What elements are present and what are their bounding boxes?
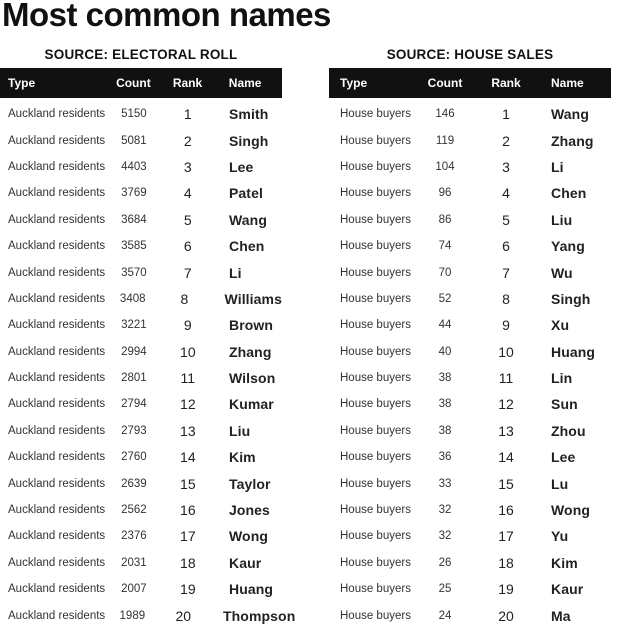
cell-type: House buyers — [340, 583, 411, 596]
cell-count: 38 — [438, 424, 452, 437]
cell-type: House buyers — [340, 530, 411, 543]
cell-count: 25 — [438, 583, 452, 596]
table-row — [0, 444, 282, 470]
cell-name: Kumar — [228, 396, 274, 413]
cell-count: 38 — [438, 372, 452, 385]
cell-type: House buyers — [340, 292, 411, 305]
cell-type: House buyers — [340, 372, 411, 385]
cell-count: 119 — [435, 134, 455, 147]
cell-rank: 15 — [498, 475, 514, 492]
cell-type: Auckland residents — [8, 292, 106, 305]
table-row — [0, 550, 282, 576]
cell-rank: 18 — [180, 554, 196, 571]
cell-rank: 5 — [183, 211, 192, 228]
cell-count: 36 — [438, 451, 452, 464]
cell-type: Auckland residents — [8, 266, 106, 279]
cell-rank: 12 — [180, 396, 196, 413]
table-row — [0, 154, 282, 180]
table-row — [329, 259, 611, 285]
table-row — [0, 391, 282, 417]
cell-name: Huang — [551, 343, 596, 360]
cell-rank: 2 — [183, 132, 192, 149]
header-name: Name — [228, 76, 262, 90]
cell-count: 74 — [438, 240, 452, 253]
cell-type: Auckland residents — [8, 609, 106, 622]
cell-count: 4403 — [121, 160, 147, 173]
cell-rank: 17 — [180, 528, 196, 545]
table-row — [0, 602, 296, 628]
cell-name: Singh — [551, 290, 591, 307]
cell-rank: 19 — [180, 581, 196, 598]
table-source-label: SOURCE: HOUSE SALES — [386, 47, 554, 62]
cell-type: Auckland residents — [8, 108, 106, 121]
table-row — [329, 444, 611, 470]
cell-name: Wang — [551, 106, 589, 123]
cell-rank: 14 — [498, 449, 514, 466]
cell-count: 2794 — [121, 398, 147, 411]
cell-name: Lee — [551, 449, 576, 466]
table-row — [329, 391, 611, 417]
cell-count: 3570 — [121, 266, 147, 279]
table-row — [0, 497, 282, 523]
table-row — [329, 365, 611, 391]
cell-name: Huang — [228, 581, 274, 598]
table-row — [329, 602, 611, 628]
cell-type: House buyers — [340, 134, 411, 147]
cell-type: House buyers — [340, 266, 411, 279]
cell-name: Kaur — [551, 581, 584, 598]
cell-type: Auckland residents — [8, 319, 106, 332]
house-sales-table — [329, 44, 611, 629]
table-body — [329, 101, 611, 629]
cell-name: Yang — [551, 238, 585, 255]
cell-count: 146 — [435, 108, 455, 121]
cell-name: Liu — [551, 211, 573, 228]
cell-name: Kim — [551, 554, 578, 571]
cell-rank: 16 — [498, 502, 514, 519]
cell-count: 70 — [438, 266, 452, 279]
table-row — [329, 523, 611, 549]
cell-name: Li — [551, 158, 564, 175]
cell-count: 3769 — [121, 187, 147, 200]
cell-name: Patel — [228, 185, 263, 202]
header-count: Count — [116, 76, 151, 90]
cell-rank: 13 — [180, 422, 196, 439]
cell-name: Zhou — [551, 422, 586, 439]
cell-type: Auckland residents — [8, 398, 106, 411]
cell-name: Wilson — [228, 370, 276, 387]
cell-type: Auckland residents — [8, 134, 106, 147]
table-row — [0, 127, 282, 153]
cell-name: Wu — [551, 264, 573, 281]
cell-count: 38 — [438, 398, 452, 411]
cell-type: Auckland residents — [8, 372, 106, 385]
cell-name: Williams — [224, 290, 282, 307]
cell-rank: 2 — [502, 132, 510, 149]
cell-type: House buyers — [340, 477, 411, 490]
cell-rank: 10 — [180, 343, 196, 360]
cell-name: Kaur — [228, 554, 262, 571]
page-title: Most common names — [2, 0, 331, 33]
table-row — [329, 127, 611, 153]
table-row — [0, 339, 282, 365]
cell-count: 32 — [438, 530, 452, 543]
cell-type: Auckland residents — [8, 583, 106, 596]
cell-rank: 8 — [502, 290, 510, 307]
cell-name: Wong — [228, 528, 269, 545]
cell-rank: 7 — [502, 264, 510, 281]
table-header — [0, 68, 282, 98]
cell-type: House buyers — [340, 504, 411, 517]
cell-rank: 9 — [502, 317, 510, 334]
cell-type: Auckland residents — [8, 504, 106, 517]
cell-count: 2562 — [121, 504, 147, 517]
cell-type: House buyers — [340, 424, 411, 437]
cell-count: 40 — [438, 345, 452, 358]
cell-name: Yu — [551, 528, 569, 545]
table-source-label: SOURCE: ELECTORAL ROLL — [44, 47, 238, 62]
cell-count: 2639 — [121, 477, 147, 490]
cell-name: Kim — [228, 449, 256, 466]
cell-count: 2994 — [121, 345, 147, 358]
cell-count: 2793 — [121, 424, 147, 437]
table-row — [0, 365, 282, 391]
table-row — [329, 418, 611, 444]
cell-count: 3221 — [121, 319, 147, 332]
header-name: Name — [551, 76, 584, 90]
cell-name: Sun — [551, 396, 578, 413]
cell-type: House buyers — [340, 213, 411, 226]
table-row — [329, 101, 611, 127]
cell-type: House buyers — [340, 345, 411, 358]
cell-type: Auckland residents — [8, 240, 106, 253]
table-row — [329, 312, 611, 338]
cell-name: Xu — [551, 317, 570, 334]
cell-rank: 4 — [502, 185, 510, 202]
header-rank: Rank — [491, 76, 521, 90]
cell-rank: 20 — [175, 607, 192, 624]
cell-rank: 12 — [498, 396, 514, 413]
cell-count: 96 — [438, 187, 452, 200]
cell-name: Wong — [551, 502, 591, 519]
table-row — [329, 154, 611, 180]
cell-name: Zhang — [551, 132, 594, 149]
cell-type: Auckland residents — [8, 451, 106, 464]
table-row — [329, 497, 611, 523]
table-row — [329, 180, 611, 206]
cell-name: Jones — [228, 502, 270, 519]
cell-rank: 3 — [183, 158, 192, 175]
cell-name: Zhang — [228, 343, 272, 360]
cell-name: Brown — [228, 317, 274, 334]
cell-rank: 11 — [498, 370, 514, 387]
cell-name: Taylor — [228, 475, 271, 492]
cell-rank: 1 — [183, 106, 192, 123]
cell-type: House buyers — [340, 319, 411, 332]
cell-name: Singh — [228, 132, 269, 149]
table-row — [329, 339, 611, 365]
cell-type: Auckland residents — [8, 213, 106, 226]
cell-count: 24 — [438, 609, 452, 622]
table-row — [329, 207, 611, 233]
cell-count: 5150 — [121, 108, 147, 121]
cell-count: 32 — [438, 504, 452, 517]
cell-type: Auckland residents — [8, 187, 106, 200]
cell-type: Auckland residents — [8, 424, 106, 437]
cell-type: Auckland residents — [8, 477, 106, 490]
cell-rank: 14 — [180, 449, 196, 466]
cell-type: House buyers — [340, 187, 411, 200]
cell-count: 5081 — [121, 134, 147, 147]
cell-name: Wang — [228, 211, 267, 228]
cell-rank: 18 — [498, 554, 514, 571]
cell-name: Chen — [551, 185, 587, 202]
cell-type: House buyers — [340, 398, 411, 411]
cell-rank: 16 — [180, 502, 196, 519]
cell-count: 26 — [438, 556, 452, 569]
cell-name: Chen — [228, 238, 265, 255]
cell-rank: 4 — [183, 185, 192, 202]
cell-count: 33 — [438, 477, 452, 490]
cell-rank: 15 — [180, 475, 196, 492]
electoral-roll-table — [0, 44, 296, 629]
cell-rank: 8 — [180, 290, 189, 307]
table-row — [329, 470, 611, 496]
cell-type: House buyers — [340, 160, 411, 173]
table-body — [0, 101, 296, 629]
cell-type: House buyers — [340, 609, 411, 622]
table-row — [0, 312, 282, 338]
table-row — [0, 180, 282, 206]
cell-name: Lin — [551, 370, 573, 387]
table-row — [0, 207, 282, 233]
cell-rank: 1 — [502, 106, 510, 123]
cell-name: Liu — [228, 422, 251, 439]
cell-type: Auckland residents — [8, 160, 106, 173]
table-row — [329, 576, 611, 602]
cell-rank: 3 — [502, 158, 510, 175]
cell-name: Lee — [228, 158, 254, 175]
header-rank: Rank — [172, 76, 203, 90]
cell-count: 52 — [438, 292, 452, 305]
header-type: Type — [8, 76, 36, 90]
cell-count: 2007 — [121, 583, 147, 596]
cell-type: House buyers — [340, 556, 411, 569]
table-row — [329, 286, 611, 312]
cell-count: 3585 — [121, 240, 147, 253]
cell-type: Auckland residents — [8, 345, 106, 358]
cell-count: 2031 — [121, 556, 147, 569]
cell-count: 44 — [438, 319, 452, 332]
cell-rank: 7 — [183, 264, 192, 281]
table-row — [329, 550, 611, 576]
cell-name: Thompson — [223, 607, 296, 624]
cell-name: Lu — [551, 475, 569, 492]
cell-rank: 6 — [502, 238, 510, 255]
cell-rank: 5 — [502, 211, 510, 228]
cell-count: 86 — [438, 213, 452, 226]
table-row — [0, 101, 282, 127]
cell-name: Ma — [551, 607, 571, 624]
cell-rank: 6 — [183, 238, 192, 255]
cell-type: House buyers — [340, 108, 411, 121]
cell-rank: 10 — [498, 343, 514, 360]
header-count: Count — [427, 76, 463, 90]
cell-name: Li — [228, 264, 242, 281]
cell-count: 2760 — [121, 451, 147, 464]
cell-rank: 13 — [498, 422, 514, 439]
table-row — [0, 523, 282, 549]
cell-rank: 11 — [180, 370, 196, 387]
header-type: Type — [340, 76, 368, 90]
table-row — [0, 259, 282, 285]
cell-name: Smith — [228, 106, 269, 123]
table-row — [329, 233, 611, 259]
cell-count: 2376 — [121, 530, 147, 543]
cell-type: Auckland residents — [8, 556, 106, 569]
cell-type: Auckland residents — [8, 530, 106, 543]
cell-count: 3684 — [121, 213, 147, 226]
table-row — [0, 418, 282, 444]
cell-count: 104 — [435, 160, 455, 173]
table-row — [0, 286, 282, 312]
cell-type: House buyers — [340, 451, 411, 464]
cell-count: 2801 — [121, 372, 147, 385]
cell-count: 1989 — [119, 609, 146, 622]
cell-count: 3408 — [119, 292, 146, 305]
cell-type: House buyers — [340, 240, 411, 253]
table-row — [0, 233, 282, 259]
table-row — [0, 470, 282, 496]
cell-rank: 9 — [183, 317, 192, 334]
table-row — [0, 576, 282, 602]
cell-rank: 19 — [498, 581, 514, 598]
cell-rank: 17 — [498, 528, 514, 545]
cell-rank: 20 — [498, 607, 514, 624]
table-header — [329, 68, 611, 98]
